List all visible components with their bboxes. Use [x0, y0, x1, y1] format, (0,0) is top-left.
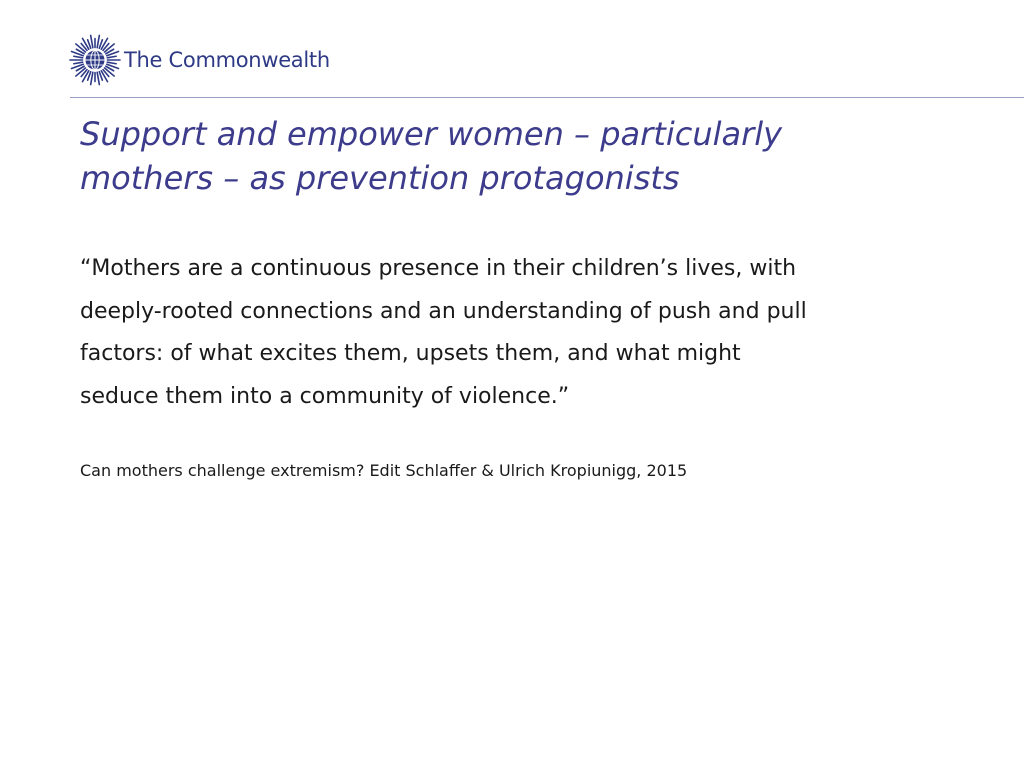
- commonwealth-emblem-icon: [68, 33, 122, 87]
- quote-text: [80, 248, 980, 418]
- header-divider: [70, 97, 1024, 98]
- citation: Can mothers challenge extremism? Edit Schlaffer & Ulrich Kropiunigg, 2015: [80, 461, 688, 480]
- quote-line: deeply-rooted connections and an understanding of push and pull: [80, 298, 807, 324]
- title-line: Support and empower women – particularly: [80, 115, 783, 153]
- title-line: mothers – as prevention protagonists: [80, 159, 680, 197]
- quote-line: factors: of what excites them, upsets them, and what might: [80, 341, 741, 366]
- quote-line: seduce them into a community of violence.”: [80, 383, 570, 409]
- header: [68, 33, 330, 87]
- slide-title: [80, 112, 980, 200]
- org-name: The Commonwealth: [124, 48, 330, 72]
- quote-line: “Mothers are a continuous presence in their children’s lives, with: [80, 256, 797, 281]
